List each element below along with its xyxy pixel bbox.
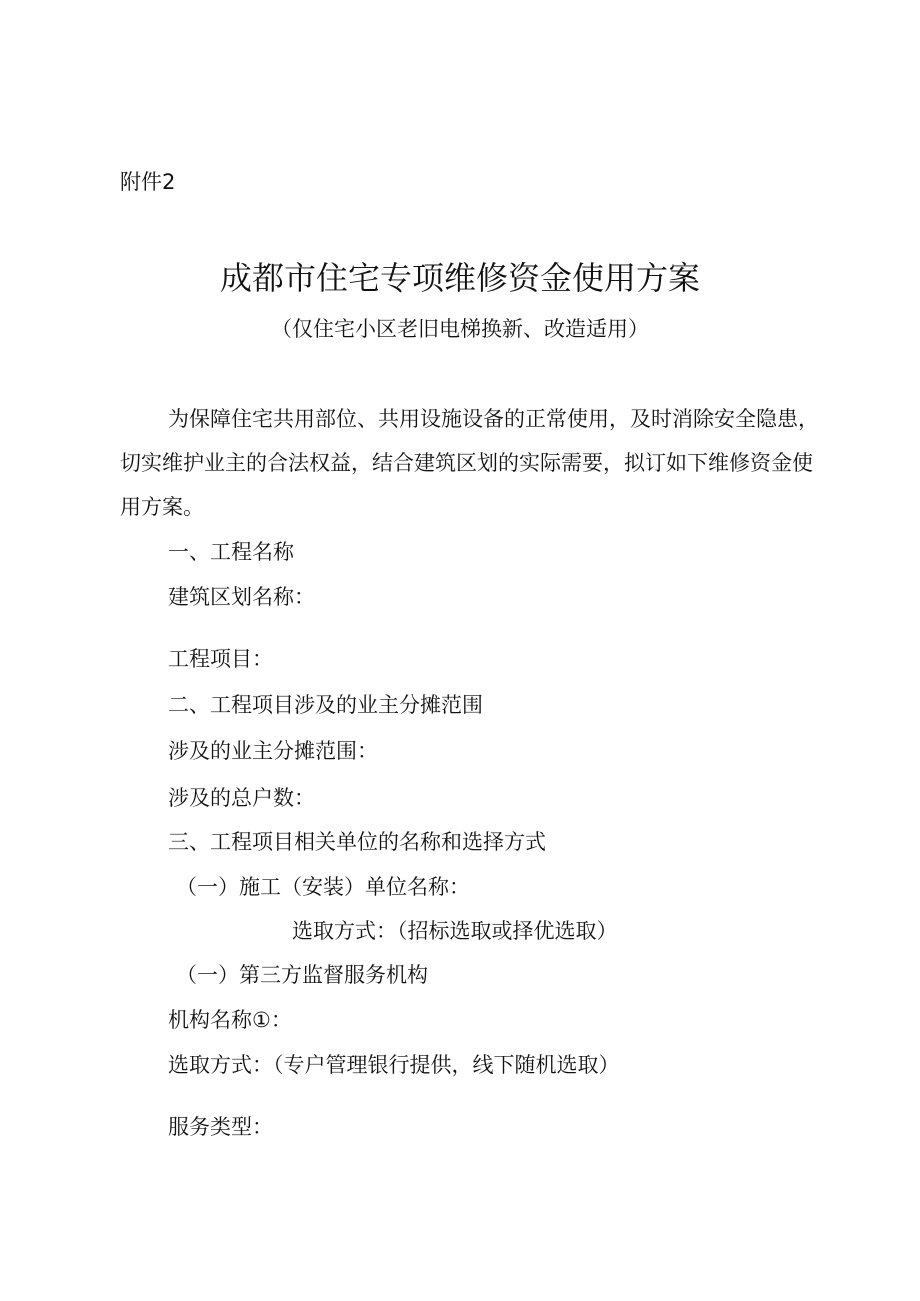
agency-selection: 选取方式：（专户管理银行提供，线下随机选取） (168, 1053, 620, 1077)
document-title: 成都市住宅专项维修资金使用方案 (219, 259, 700, 297)
supervision-heading: （一）第三方监督服务机构 (176, 963, 428, 987)
construction-selection: 选取方式：（招标选取或择优选取） (292, 919, 618, 943)
section-2-heading: 二、工程项目涉及的业主分摊范围 (168, 693, 483, 717)
scope-label: 涉及的业主分摊范围： (168, 739, 378, 763)
section-1-heading: 一、工程名称 (168, 540, 294, 564)
service-type-label: 服务类型： (168, 1115, 273, 1139)
document-subtitle: （仅住宅小区老旧电梯换新、改造适用） (271, 317, 649, 341)
section-3-heading: 三、工程项目相关单位的名称和选择方式 (168, 830, 546, 854)
project-label: 工程项目： (168, 647, 273, 671)
attachment-label: 附件2 (120, 170, 176, 194)
agency-name-label: 机构名称①： (168, 1008, 292, 1032)
households-label: 涉及的总户数： (168, 786, 315, 810)
construction-unit-label: （一）施工（安装）单位名称： (176, 875, 470, 899)
area-name-label: 建筑区划名称： (168, 585, 315, 609)
intro-line-1: 为保障住宅共用部位、共用设施设备的正常使用，及时消除安全隐患， (168, 407, 819, 431)
intro-line-2: 切实维护业主的合法权益，结合建筑区划的实际需要，拟订如下维修资金使 (120, 451, 813, 475)
intro-line-3: 用方案。 (120, 495, 204, 519)
